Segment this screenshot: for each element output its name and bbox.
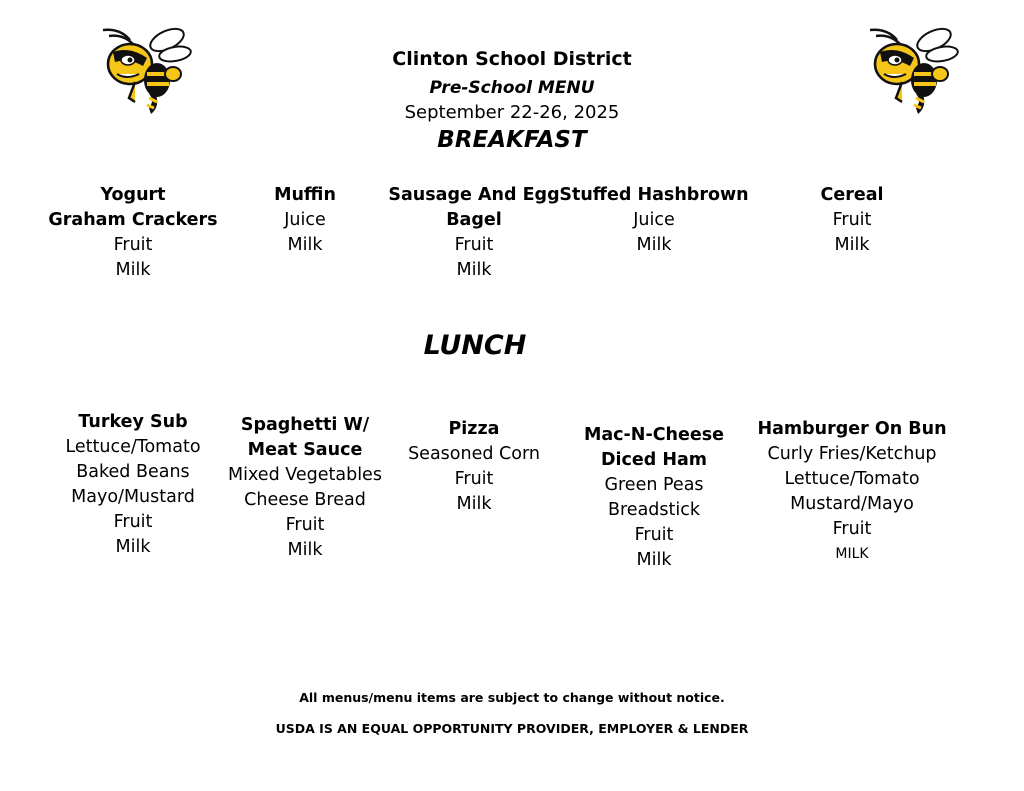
lunch-menu-item: Breadstick (607, 500, 700, 520)
lunch-menu-item: Diced Ham (600, 450, 708, 470)
lunch-menu-item: Lettuce/Tomato (65, 437, 201, 457)
breakfast-menu-item: Milk (115, 260, 151, 280)
breakfast-menu-item: Cereal (820, 185, 884, 205)
breakfast-day-5 (752, 183, 952, 258)
breakfast-menu-item: Fruit (113, 235, 153, 255)
lunch-heading: LUNCH (423, 330, 527, 361)
breakfast-day-3 (374, 183, 574, 283)
breakfast-menu-item: Stuffed Hashbrown (559, 185, 749, 205)
lunch-menu-item: Seasoned Corn (408, 444, 540, 464)
lunch-day-5 (752, 417, 952, 567)
lunch-day-4 (554, 423, 754, 573)
lunch-menu-item: Hamburger On Bun (757, 419, 947, 439)
breakfast-day-1 (33, 183, 233, 283)
menu-dates: September 22-26, 2025 (404, 102, 620, 123)
breakfast-day-4 (554, 183, 754, 258)
lunch-menu-item: Mixed Vegetables (228, 465, 382, 485)
breakfast-menu-item: Milk (456, 260, 492, 280)
breakfast-menu-item: Juice (633, 210, 675, 230)
lunch-menu-item: Fruit (113, 512, 153, 532)
lunch-menu-item: Fruit (634, 525, 674, 545)
menu-subtitle: Pre-School MENU (429, 78, 595, 98)
lunch-menu-item: MILK (835, 546, 869, 562)
lunch-menu-item: Milk (287, 540, 323, 560)
breakfast-menu-item: Bagel (446, 210, 502, 230)
lunch-menu-item: Spaghetti W/ (240, 415, 370, 435)
breakfast-menu-item: Milk (287, 235, 323, 255)
breakfast-menu-item: Milk (834, 235, 870, 255)
breakfast-menu-item: Muffin (274, 185, 336, 205)
breakfast-menu-item: Fruit (832, 210, 872, 230)
lunch-menu-item: Turkey Sub (78, 412, 188, 432)
breakfast-menu-item: Fruit (454, 235, 494, 255)
breakfast-heading: BREAKFAST (437, 127, 587, 153)
lunch-day-3 (374, 417, 574, 517)
lunch-menu-item: Baked Beans (76, 462, 190, 482)
lunch-menu-item: Lettuce/Tomato (784, 469, 920, 489)
lunch-menu-item: Fruit (454, 469, 494, 489)
breakfast-menu-item: Milk (636, 235, 672, 255)
lunch-menu-item: Meat Sauce (247, 440, 363, 460)
lunch-menu-item: Mayo/Mustard (71, 487, 195, 507)
district-title: Clinton School District (392, 48, 632, 70)
breakfast-menu-item: Sausage And Egg (388, 185, 560, 205)
lunch-menu-item: Mac-N-Cheese (583, 425, 725, 445)
lunch-menu-item: Mustard/Mayo (790, 494, 914, 514)
lunch-menu-item: Pizza (448, 419, 500, 439)
lunch-menu-item: Fruit (832, 519, 872, 539)
lunch-menu-item: Milk (456, 494, 492, 514)
usda-statement: USDA IS AN EQUAL OPPORTUNITY PROVIDER, EMPLOYER & LENDER (275, 721, 749, 736)
change-notice: All menus/menu items are subject to change without notice. (299, 690, 725, 705)
breakfast-menu-item: Graham Crackers (48, 210, 218, 230)
lunch-menu-item: Milk (115, 537, 151, 557)
lunch-menu-item: Cheese Bread (244, 490, 366, 510)
lunch-menu-item: Fruit (285, 515, 325, 535)
lunch-menu-item: Green Peas (604, 475, 704, 495)
breakfast-menu-item: Juice (284, 210, 326, 230)
lunch-menu-item: Milk (636, 550, 672, 570)
lunch-day-1 (33, 410, 233, 560)
breakfast-menu-item: Yogurt (100, 185, 166, 205)
lunch-menu-item: Curly Fries/Ketchup (767, 444, 937, 464)
